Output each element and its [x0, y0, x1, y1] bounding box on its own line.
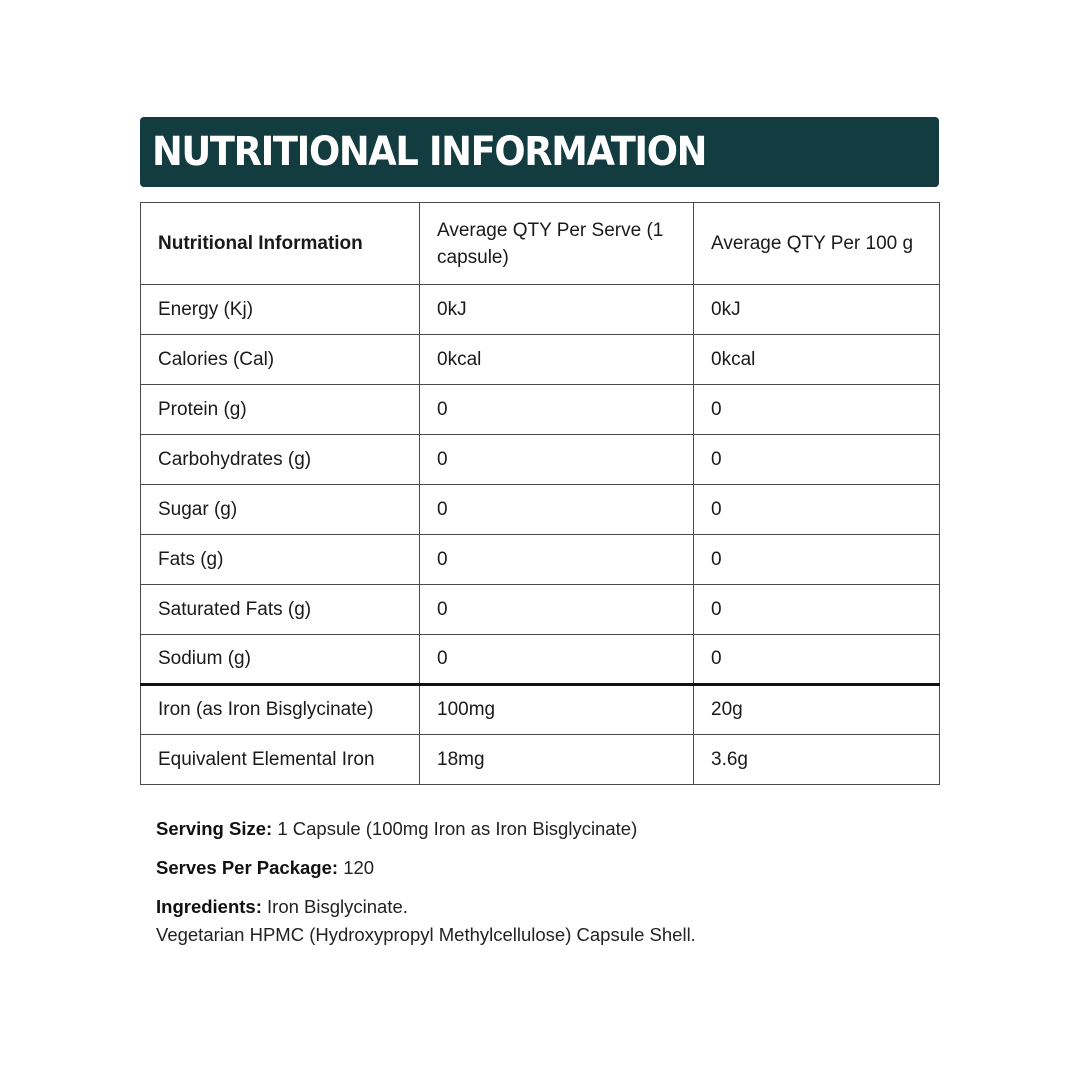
table-header-row — [141, 203, 940, 285]
per-100g-value: 0 — [694, 385, 940, 435]
per-100g-value: 0 — [694, 585, 940, 635]
nutrient-name: Calories (Cal) — [141, 335, 420, 385]
nutrient-name: Sugar (g) — [141, 485, 420, 535]
per-100g-value: 0kJ — [694, 285, 940, 335]
per-serve-value: 0 — [420, 485, 694, 535]
column-header-per-serve: Average QTY Per Serve (1 capsule) — [420, 203, 694, 285]
table-row — [141, 535, 940, 585]
table-row — [141, 685, 940, 735]
per-serve-value: 0kcal — [420, 335, 694, 385]
per-serve-value: 0 — [420, 535, 694, 585]
nutrient-name: Energy (Kj) — [141, 285, 420, 335]
table-row — [141, 385, 940, 435]
per-100g-value: 0kcal — [694, 335, 940, 385]
per-100g-value: 0 — [694, 435, 940, 485]
column-header-nutrient: Nutritional Information — [141, 203, 420, 285]
per-serve-value: 0 — [420, 435, 694, 485]
serves-per-package-line — [156, 854, 696, 882]
nutrient-name: Saturated Fats (g) — [141, 585, 420, 635]
per-serve-value: 100mg — [420, 685, 694, 735]
per-serve-value: 0 — [420, 385, 694, 435]
product-info — [156, 815, 696, 960]
per-serve-value: 18mg — [420, 735, 694, 785]
ingredients-value-continued: Vegetarian HPMC (Hydroxypropyl Methylcellulose) Capsule Shell. — [156, 924, 696, 945]
serves-per-package-value: 120 — [343, 857, 375, 878]
ingredients-label: Ingredients: — [156, 896, 262, 917]
table-row — [141, 285, 940, 335]
serving-size-label: Serving Size: — [156, 818, 273, 839]
nutrient-name: Iron (as Iron Bisglycinate) — [141, 685, 420, 735]
serves-per-package-label: Serves Per Package: — [156, 857, 339, 878]
per-100g-value: 0 — [694, 535, 940, 585]
nutrient-name: Protein (g) — [141, 385, 420, 435]
per-serve-value: 0kJ — [420, 285, 694, 335]
ingredients-value: Iron Bisglycinate. — [267, 896, 408, 917]
per-100g-value: 20g — [694, 685, 940, 735]
nutrient-name: Equivalent Elemental Iron — [141, 735, 420, 785]
per-serve-value: 0 — [420, 585, 694, 635]
ingredients-line — [156, 893, 696, 949]
table-row — [141, 635, 940, 685]
per-100g-value: 0 — [694, 635, 940, 685]
table-row — [141, 735, 940, 785]
nutrient-name: Sodium (g) — [141, 635, 420, 685]
nutrition-table — [140, 202, 940, 785]
table-row — [141, 485, 940, 535]
table-row — [141, 585, 940, 635]
serving-size-value: 1 Capsule (100mg Iron as Iron Bisglycinate) — [277, 818, 638, 839]
nutrient-name: Carbohydrates (g) — [141, 435, 420, 485]
table-row — [141, 335, 940, 385]
table-row — [141, 435, 940, 485]
nutrient-name: Fats (g) — [141, 535, 420, 585]
per-100g-value: 3.6g — [694, 735, 940, 785]
title-banner — [140, 117, 939, 187]
per-100g-value: 0 — [694, 485, 940, 535]
page-title: NUTRITIONAL INFORMATION — [152, 129, 707, 175]
column-header-per-100g: Average QTY Per 100 g — [694, 203, 940, 285]
serving-size-line — [156, 815, 696, 843]
per-serve-value: 0 — [420, 635, 694, 685]
